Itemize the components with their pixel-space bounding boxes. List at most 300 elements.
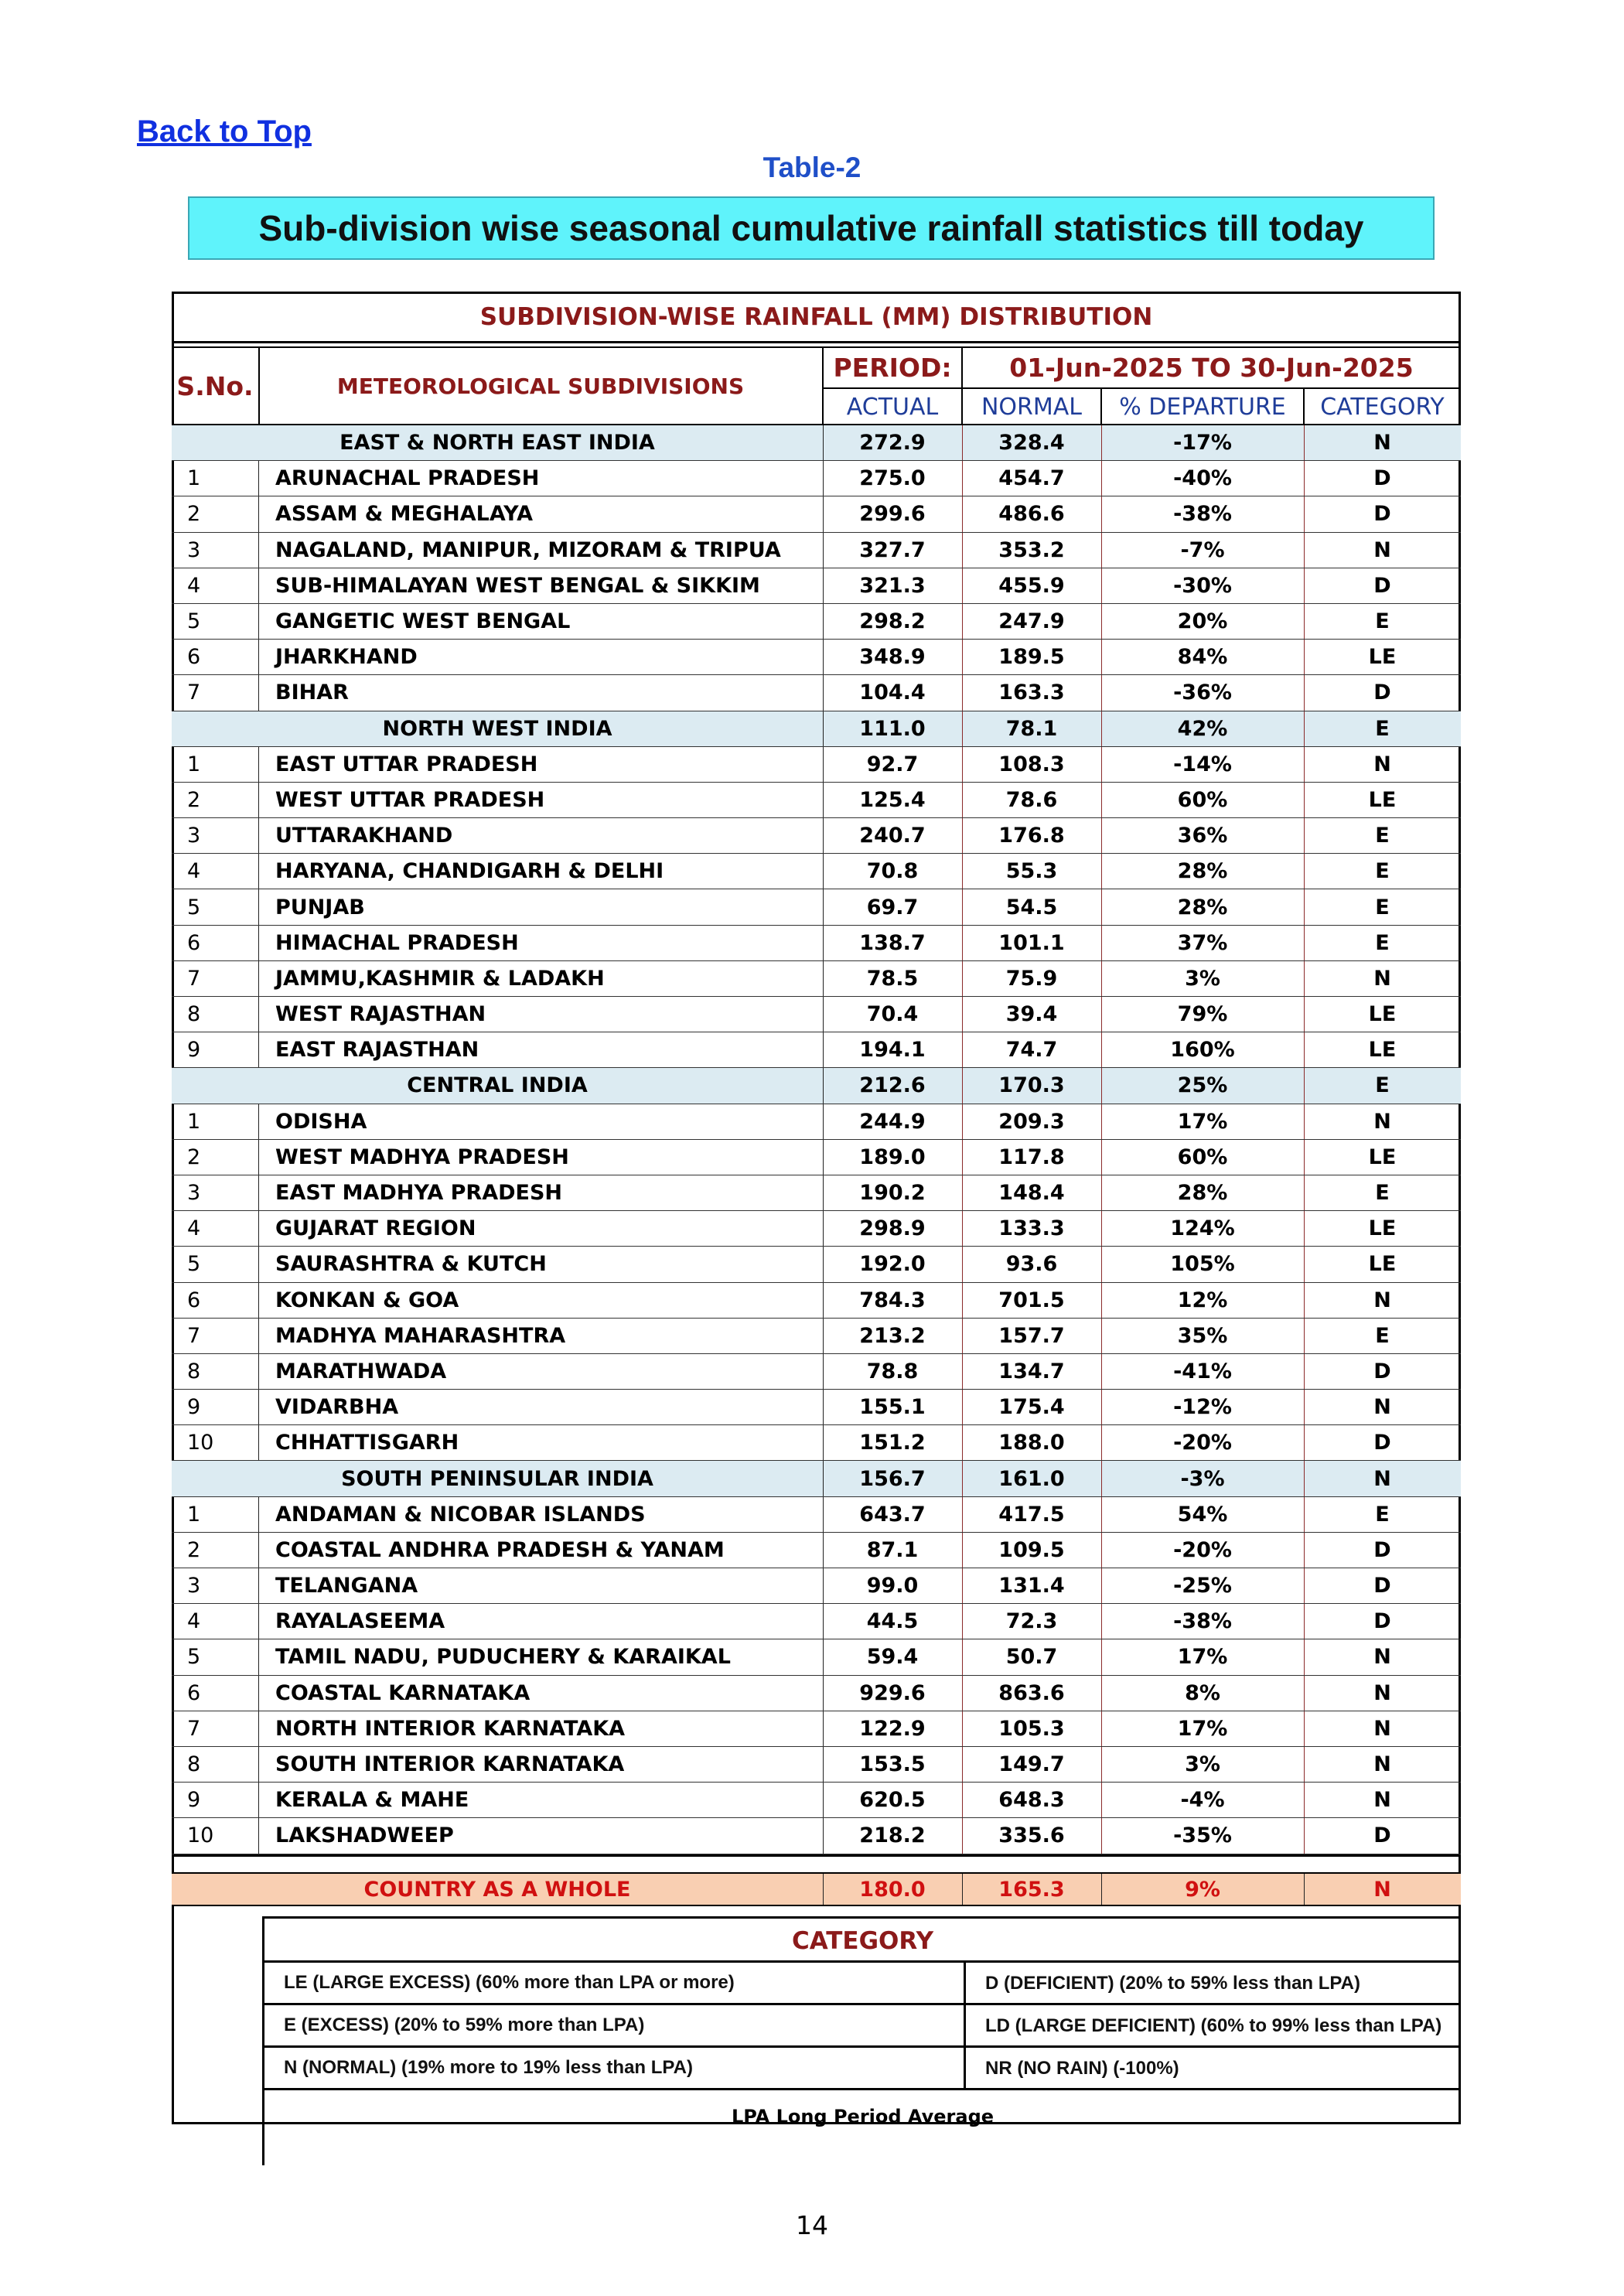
- subdivision-name: RAYALASEEMA: [275, 1609, 445, 1634]
- actual-value: 125.4: [859, 787, 926, 812]
- normal-value: 648.3: [998, 1788, 1065, 1813]
- normal-value: 353.2: [998, 537, 1065, 562]
- departure-value: -20%: [1173, 1431, 1232, 1455]
- serial-number: 7: [187, 966, 201, 991]
- legend-entry: NR (NO RAIN) (-100%): [964, 2048, 1463, 2088]
- subdivision-name: WEST RAJASTHAN: [275, 1002, 486, 1027]
- actual-value: 104.4: [859, 681, 926, 705]
- normal-value: 176.8: [998, 824, 1065, 848]
- subdivision-name: EAST MADHYA PRADESH: [275, 1181, 563, 1206]
- normal-value: 109.5: [998, 1537, 1065, 1562]
- departure-value: -12%: [1173, 1395, 1232, 1420]
- normal-value: 93.6: [1005, 1252, 1058, 1277]
- group-name: CENTRAL INDIA: [407, 1073, 588, 1098]
- column-header-normal: NORMAL: [981, 394, 1083, 421]
- category-value: D: [1373, 1609, 1391, 1634]
- actual-value: 151.2: [859, 1431, 926, 1455]
- serial-number: 6: [187, 930, 201, 955]
- serial-number: 7: [187, 1716, 201, 1741]
- subdivision-name: LAKSHADWEEP: [275, 1823, 454, 1848]
- departure-value: 35%: [1177, 1323, 1228, 1348]
- subdivision-name: GANGETIC WEST BENGAL: [275, 609, 571, 634]
- category-value: D: [1373, 681, 1391, 705]
- divider: [822, 348, 824, 425]
- departure-value: 124%: [1170, 1216, 1235, 1241]
- group-name: SOUTH PENINSULAR INDIA: [341, 1466, 653, 1491]
- departure-value: 36%: [1177, 824, 1228, 848]
- category-value: D: [1373, 1431, 1391, 1455]
- actual-value: 784.3: [859, 1288, 926, 1312]
- normal-value: 328.4: [998, 431, 1065, 455]
- subdivision-name: MARATHWADA: [275, 1359, 447, 1383]
- normal-value: 247.9: [998, 609, 1065, 634]
- table-row: [172, 1783, 1461, 1818]
- subdivision-name: VIDARBHA: [275, 1395, 399, 1420]
- actual-value: 240.7: [859, 824, 926, 848]
- category-value: N: [1373, 1716, 1391, 1741]
- normal-value: 39.4: [1005, 1002, 1058, 1027]
- actual-value: 213.2: [859, 1323, 926, 1348]
- category-value: E: [1375, 1181, 1390, 1206]
- subdivision-name: HIMACHAL PRADESH: [275, 930, 519, 955]
- table-row: [172, 1747, 1461, 1783]
- table-row: [172, 1425, 1461, 1461]
- legend-footnote: LPA Long Period Average: [262, 2088, 1461, 2165]
- serial-number: 3: [187, 1574, 201, 1598]
- normal-value: 161.0: [998, 1466, 1065, 1491]
- table-row: [172, 1497, 1461, 1533]
- departure-value: -36%: [1173, 681, 1232, 705]
- category-value: E: [1375, 895, 1390, 919]
- table-row: [172, 1818, 1461, 1854]
- normal-value: 133.3: [998, 1216, 1065, 1241]
- sno-header: S.No.: [176, 371, 254, 401]
- departure-value: 105%: [1170, 1252, 1235, 1277]
- group-name: EAST & NORTH EAST INDIA: [339, 431, 655, 455]
- divider: [961, 388, 963, 425]
- subdivision-name: ANDAMAN & NICOBAR ISLANDS: [275, 1502, 646, 1527]
- departure-value: 25%: [1177, 1073, 1228, 1098]
- serial-number: 2: [187, 1145, 201, 1169]
- subdivision-name: JHARKHAND: [275, 645, 418, 670]
- normal-value: 863.6: [998, 1680, 1065, 1705]
- table-row: [172, 854, 1461, 889]
- actual-value: 78.5: [866, 966, 919, 991]
- group-row: [172, 711, 1461, 747]
- subdivision-name: EAST RAJASTHAN: [275, 1038, 479, 1063]
- back-to-top-link[interactable]: Back to Top: [137, 114, 312, 148]
- serial-number: 5: [187, 1645, 201, 1670]
- normal-value: 134.7: [998, 1359, 1065, 1383]
- actual-value: 192.0: [859, 1252, 926, 1277]
- actual-value: 298.9: [859, 1216, 926, 1241]
- serial-number: 7: [187, 1323, 201, 1348]
- serial-number: 6: [187, 645, 201, 670]
- table-row: [172, 783, 1461, 818]
- serial-number: 4: [187, 1216, 201, 1241]
- subdivision-name: GUJARAT REGION: [275, 1216, 476, 1241]
- departure-value: 42%: [1177, 716, 1228, 741]
- actual-value: 348.9: [859, 645, 926, 670]
- actual-value: 194.1: [859, 1038, 926, 1063]
- category-legend: [262, 1916, 1461, 2165]
- category-value: LE: [1368, 1252, 1397, 1277]
- normal-value: 170.3: [998, 1073, 1065, 1098]
- subdivision-name: KERALA & MAHE: [275, 1788, 469, 1813]
- normal-value: 131.4: [998, 1574, 1065, 1598]
- total-normal: 165.3: [998, 1877, 1065, 1902]
- serial-number: 10: [187, 1431, 214, 1455]
- normal-value: 189.5: [998, 645, 1065, 670]
- divider: [258, 348, 260, 425]
- departure-value: 160%: [1170, 1038, 1235, 1063]
- normal-value: 117.8: [998, 1145, 1065, 1169]
- normal-value: 55.3: [1005, 859, 1058, 884]
- subdivision-name: ODISHA: [275, 1109, 367, 1134]
- actual-value: 189.0: [859, 1145, 926, 1169]
- actual-value: 218.2: [859, 1823, 926, 1848]
- category-value: N: [1373, 1109, 1391, 1134]
- actual-value: 272.9: [859, 431, 926, 455]
- actual-value: 78.8: [866, 1359, 919, 1383]
- departure-value: 28%: [1177, 859, 1228, 884]
- serial-number: 9: [187, 1038, 201, 1063]
- table-row: [172, 961, 1461, 997]
- normal-value: 209.3: [998, 1109, 1065, 1134]
- group-row: [172, 1461, 1461, 1496]
- data-rows: [172, 425, 1461, 1854]
- table-row: [172, 1604, 1461, 1639]
- actual-value: 321.3: [859, 573, 926, 598]
- legend-row: [262, 2045, 1461, 2088]
- divider: [1303, 388, 1305, 425]
- departure-value: 84%: [1177, 645, 1228, 670]
- divider: [172, 1854, 1461, 1857]
- divider: [961, 348, 963, 388]
- subdivision-name: COASTAL ANDHRA PRADESH & YANAM: [275, 1537, 725, 1562]
- normal-value: 72.3: [1005, 1609, 1058, 1634]
- subdivision-name: COASTAL KARNATAKA: [275, 1680, 531, 1705]
- subdivision-name: HARYANA, CHANDIGARH & DELHI: [275, 859, 664, 884]
- group-name: NORTH WEST INDIA: [382, 716, 612, 741]
- legend-entry: LD (LARGE DEFICIENT) (60% to 99% less than LPA): [964, 2005, 1463, 2045]
- subdivision-name: WEST UTTAR PRADESH: [275, 787, 545, 812]
- actual-value: 327.7: [859, 537, 926, 562]
- divider: [172, 341, 1461, 343]
- serial-number: 2: [187, 1537, 201, 1562]
- subdivision-name: NORTH INTERIOR KARNATAKA: [275, 1716, 626, 1741]
- departure-value: 28%: [1177, 895, 1228, 919]
- normal-value: 78.1: [1005, 716, 1058, 741]
- actual-value: 70.8: [866, 859, 919, 884]
- legend-entry: N (NORMAL) (19% more to 19% less than LPA): [284, 2057, 693, 2078]
- table-row: [172, 1568, 1461, 1604]
- subdivision-name: ASSAM & MEGHALAYA: [275, 502, 534, 527]
- category-value: E: [1375, 930, 1390, 955]
- category-value: D: [1373, 502, 1391, 527]
- departure-value: -25%: [1173, 1574, 1232, 1598]
- serial-number: 9: [187, 1395, 201, 1420]
- serial-number: 1: [187, 466, 201, 491]
- category-value: LE: [1368, 645, 1397, 670]
- subdivision-name: BIHAR: [275, 681, 349, 705]
- actual-value: 69.7: [866, 895, 919, 919]
- actual-value: 212.6: [859, 1073, 926, 1098]
- table-row: [172, 1032, 1461, 1068]
- group-row: [172, 1068, 1461, 1104]
- normal-value: 157.7: [998, 1323, 1065, 1348]
- category-value: D: [1373, 466, 1391, 491]
- total-name: COUNTRY AS A WHOLE: [363, 1877, 631, 1902]
- departure-value: -30%: [1173, 573, 1232, 598]
- table-row: [172, 1711, 1461, 1747]
- normal-value: 163.3: [998, 681, 1065, 705]
- normal-value: 455.9: [998, 573, 1065, 598]
- actual-value: 190.2: [859, 1181, 926, 1206]
- total-departure: 9%: [1185, 1877, 1220, 1902]
- subdivision-name: SAURASHTRA & KUTCH: [275, 1252, 547, 1277]
- subdivision-name: MADHYA MAHARASHTRA: [275, 1323, 566, 1348]
- actual-value: 153.5: [859, 1752, 926, 1777]
- category-value: E: [1375, 1073, 1390, 1098]
- serial-number: 9: [187, 1788, 201, 1813]
- subdivision-name: PUNJAB: [275, 895, 365, 919]
- category-value: LE: [1368, 1038, 1397, 1063]
- normal-value: 149.7: [998, 1752, 1065, 1777]
- category-value: LE: [1368, 1145, 1397, 1169]
- normal-value: 101.1: [998, 930, 1065, 955]
- banner-title: Sub-division wise seasonal cumulative rainfall statistics till today: [188, 196, 1435, 260]
- category-value: N: [1373, 1752, 1391, 1777]
- table-row: [172, 461, 1461, 496]
- table-title: SUBDIVISION-WISE RAINFALL (MM) DISTRIBUTION: [479, 303, 1153, 331]
- serial-number: 1: [187, 752, 201, 776]
- category-value: D: [1373, 1823, 1391, 1848]
- table-row: [172, 1283, 1461, 1319]
- departure-value: -41%: [1173, 1359, 1232, 1383]
- serial-number: 1: [187, 1109, 201, 1134]
- departure-value: 37%: [1177, 930, 1228, 955]
- normal-value: 486.6: [998, 502, 1065, 527]
- column-header-actual: ACTUAL: [846, 394, 939, 421]
- table-row: [172, 533, 1461, 568]
- legend-row: [262, 2003, 1461, 2045]
- departure-value: -40%: [1173, 466, 1232, 491]
- normal-value: 50.7: [1005, 1645, 1058, 1670]
- category-value: D: [1373, 573, 1391, 598]
- total-row: [172, 1872, 1461, 1906]
- actual-value: 929.6: [859, 1680, 926, 1705]
- category-value: N: [1373, 1680, 1391, 1705]
- column-header-departure: % DEPARTURE: [1119, 394, 1286, 421]
- normal-value: 454.7: [998, 466, 1065, 491]
- departure-value: -3%: [1180, 1466, 1225, 1491]
- category-value: N: [1373, 966, 1391, 991]
- serial-number: 8: [187, 1752, 201, 1777]
- departure-value: -38%: [1173, 1609, 1232, 1634]
- subdivision-name: SUB-HIMALAYAN WEST BENGAL & SIKKIM: [275, 573, 760, 598]
- normal-value: 175.4: [998, 1395, 1065, 1420]
- normal-value: 105.3: [998, 1716, 1065, 1741]
- actual-value: 156.7: [859, 1466, 926, 1491]
- subdivision-name: TAMIL NADU, PUDUCHERY & KARAIKAL: [275, 1645, 731, 1670]
- table-row: [172, 604, 1461, 640]
- actual-value: 44.5: [866, 1609, 919, 1634]
- table-row: [172, 496, 1461, 532]
- subdivision-name: NAGALAND, MANIPUR, MIZORAM & TRIPUA: [275, 537, 781, 562]
- table-row: [172, 1211, 1461, 1247]
- serial-number: 1: [187, 1502, 201, 1527]
- category-value: N: [1373, 1466, 1391, 1491]
- divider: [823, 387, 1461, 389]
- actual-value: 138.7: [859, 930, 926, 955]
- divider: [1100, 388, 1102, 425]
- actual-value: 275.0: [859, 466, 926, 491]
- table-row: [172, 1175, 1461, 1211]
- category-value: E: [1375, 1502, 1390, 1527]
- actual-value: 99.0: [866, 1574, 919, 1598]
- table-row: [172, 1104, 1461, 1140]
- category-value: N: [1373, 1288, 1391, 1312]
- table-row: [172, 1390, 1461, 1425]
- departure-value: -17%: [1173, 431, 1232, 455]
- departure-value: 8%: [1185, 1680, 1220, 1705]
- departure-value: 60%: [1177, 1145, 1228, 1169]
- departure-value: 17%: [1177, 1645, 1228, 1670]
- table-row: [172, 818, 1461, 854]
- actual-value: 643.7: [859, 1502, 926, 1527]
- category-value: E: [1375, 859, 1390, 884]
- category-value: E: [1375, 609, 1390, 634]
- serial-number: 5: [187, 895, 201, 919]
- category-value: D: [1373, 1537, 1391, 1562]
- actual-value: 92.7: [866, 752, 919, 776]
- actual-value: 111.0: [859, 716, 926, 741]
- subdivision-name: SOUTH INTERIOR KARNATAKA: [275, 1752, 625, 1777]
- normal-value: 188.0: [998, 1431, 1065, 1455]
- departure-value: -38%: [1173, 502, 1232, 527]
- category-value: N: [1373, 752, 1391, 776]
- departure-value: -35%: [1173, 1823, 1232, 1848]
- table-label: Table-2: [763, 152, 861, 183]
- serial-number: 5: [187, 609, 201, 634]
- departure-value: 54%: [1177, 1502, 1228, 1527]
- table-row: [172, 1676, 1461, 1711]
- departure-value: 28%: [1177, 1181, 1228, 1206]
- departure-value: 3%: [1185, 1752, 1220, 1777]
- serial-number: 8: [187, 1002, 201, 1027]
- category-value: N: [1373, 1395, 1391, 1420]
- category-value: D: [1373, 1574, 1391, 1598]
- serial-number: 4: [187, 573, 201, 598]
- serial-number: 6: [187, 1680, 201, 1705]
- departure-value: 12%: [1177, 1288, 1228, 1312]
- table-row: [172, 1533, 1461, 1568]
- subdivision-header: METEOROLOGICAL SUBDIVISIONS: [336, 374, 745, 399]
- serial-number: 2: [187, 787, 201, 812]
- serial-number: 10: [187, 1823, 214, 1848]
- departure-value: 17%: [1177, 1716, 1228, 1741]
- subdivision-name: UTTARAKHAND: [275, 824, 453, 848]
- subdivision-name: ARUNACHAL PRADESH: [275, 466, 540, 491]
- serial-number: 4: [187, 859, 201, 884]
- subdivision-name: TELANGANA: [275, 1574, 418, 1598]
- column-header-category: CATEGORY: [1320, 394, 1445, 421]
- actual-value: 298.2: [859, 609, 926, 634]
- table-row: [172, 889, 1461, 925]
- serial-number: 2: [187, 502, 201, 527]
- table-row: [172, 747, 1461, 783]
- serial-number: 4: [187, 1609, 201, 1634]
- legend-entry: D (DEFICIENT) (20% to 59% less than LPA): [964, 1963, 1463, 2003]
- normal-value: 54.5: [1005, 895, 1058, 919]
- category-value: N: [1373, 431, 1391, 455]
- category-value: LE: [1368, 1002, 1397, 1027]
- category-value: E: [1375, 716, 1390, 741]
- group-row: [172, 425, 1461, 461]
- legend-row: [262, 1960, 1461, 2003]
- page-number: 14: [796, 2210, 828, 2240]
- category-value: E: [1375, 824, 1390, 848]
- departure-value: 79%: [1177, 1002, 1228, 1027]
- table-row: [172, 675, 1461, 711]
- category-value: E: [1375, 1323, 1390, 1348]
- normal-value: 74.7: [1005, 1038, 1058, 1063]
- table-row: [172, 997, 1461, 1032]
- actual-value: 122.9: [859, 1716, 926, 1741]
- actual-value: 620.5: [859, 1788, 926, 1813]
- legend-entry: E (EXCESS) (20% to 59% more than LPA): [284, 2015, 645, 2035]
- departure-value: -20%: [1173, 1537, 1232, 1562]
- table-row: [172, 1639, 1461, 1675]
- departure-value: 60%: [1177, 787, 1228, 812]
- serial-number: 3: [187, 1181, 201, 1206]
- serial-number: 5: [187, 1252, 201, 1277]
- subdivision-name: CHHATTISGARH: [275, 1431, 459, 1455]
- category-value: D: [1373, 1359, 1391, 1383]
- serial-number: 3: [187, 824, 201, 848]
- table-row: [172, 1354, 1461, 1390]
- departure-value: 17%: [1177, 1109, 1228, 1134]
- normal-value: 417.5: [998, 1502, 1065, 1527]
- subdivision-name: WEST MADHYA PRADESH: [275, 1145, 569, 1169]
- category-value: N: [1373, 1788, 1391, 1813]
- category-value: LE: [1368, 1216, 1397, 1241]
- actual-value: 59.4: [866, 1645, 919, 1670]
- category-value: N: [1373, 1645, 1391, 1670]
- serial-number: 6: [187, 1288, 201, 1312]
- normal-value: 701.5: [998, 1288, 1065, 1312]
- total-category: N: [1373, 1877, 1391, 1902]
- normal-value: 108.3: [998, 752, 1065, 776]
- actual-value: 299.6: [859, 502, 926, 527]
- legend-entry: LE (LARGE EXCESS) (60% more than LPA or more): [284, 1972, 735, 1993]
- table-row: [172, 1140, 1461, 1175]
- departure-value: -14%: [1173, 752, 1232, 776]
- period-label: PERIOD:: [833, 353, 952, 383]
- table-row: [172, 1319, 1461, 1354]
- departure-value: -4%: [1180, 1788, 1225, 1813]
- actual-value: 244.9: [859, 1109, 926, 1134]
- table-row: [172, 1247, 1461, 1282]
- category-value: N: [1373, 537, 1391, 562]
- legend-title: CATEGORY: [262, 1916, 1461, 1960]
- period-range: 01-Jun-2025 TO 30-Jun-2025: [1009, 353, 1414, 383]
- actual-value: 155.1: [859, 1395, 926, 1420]
- departure-value: 3%: [1185, 966, 1220, 991]
- actual-value: 70.4: [866, 1002, 919, 1027]
- serial-number: 8: [187, 1359, 201, 1383]
